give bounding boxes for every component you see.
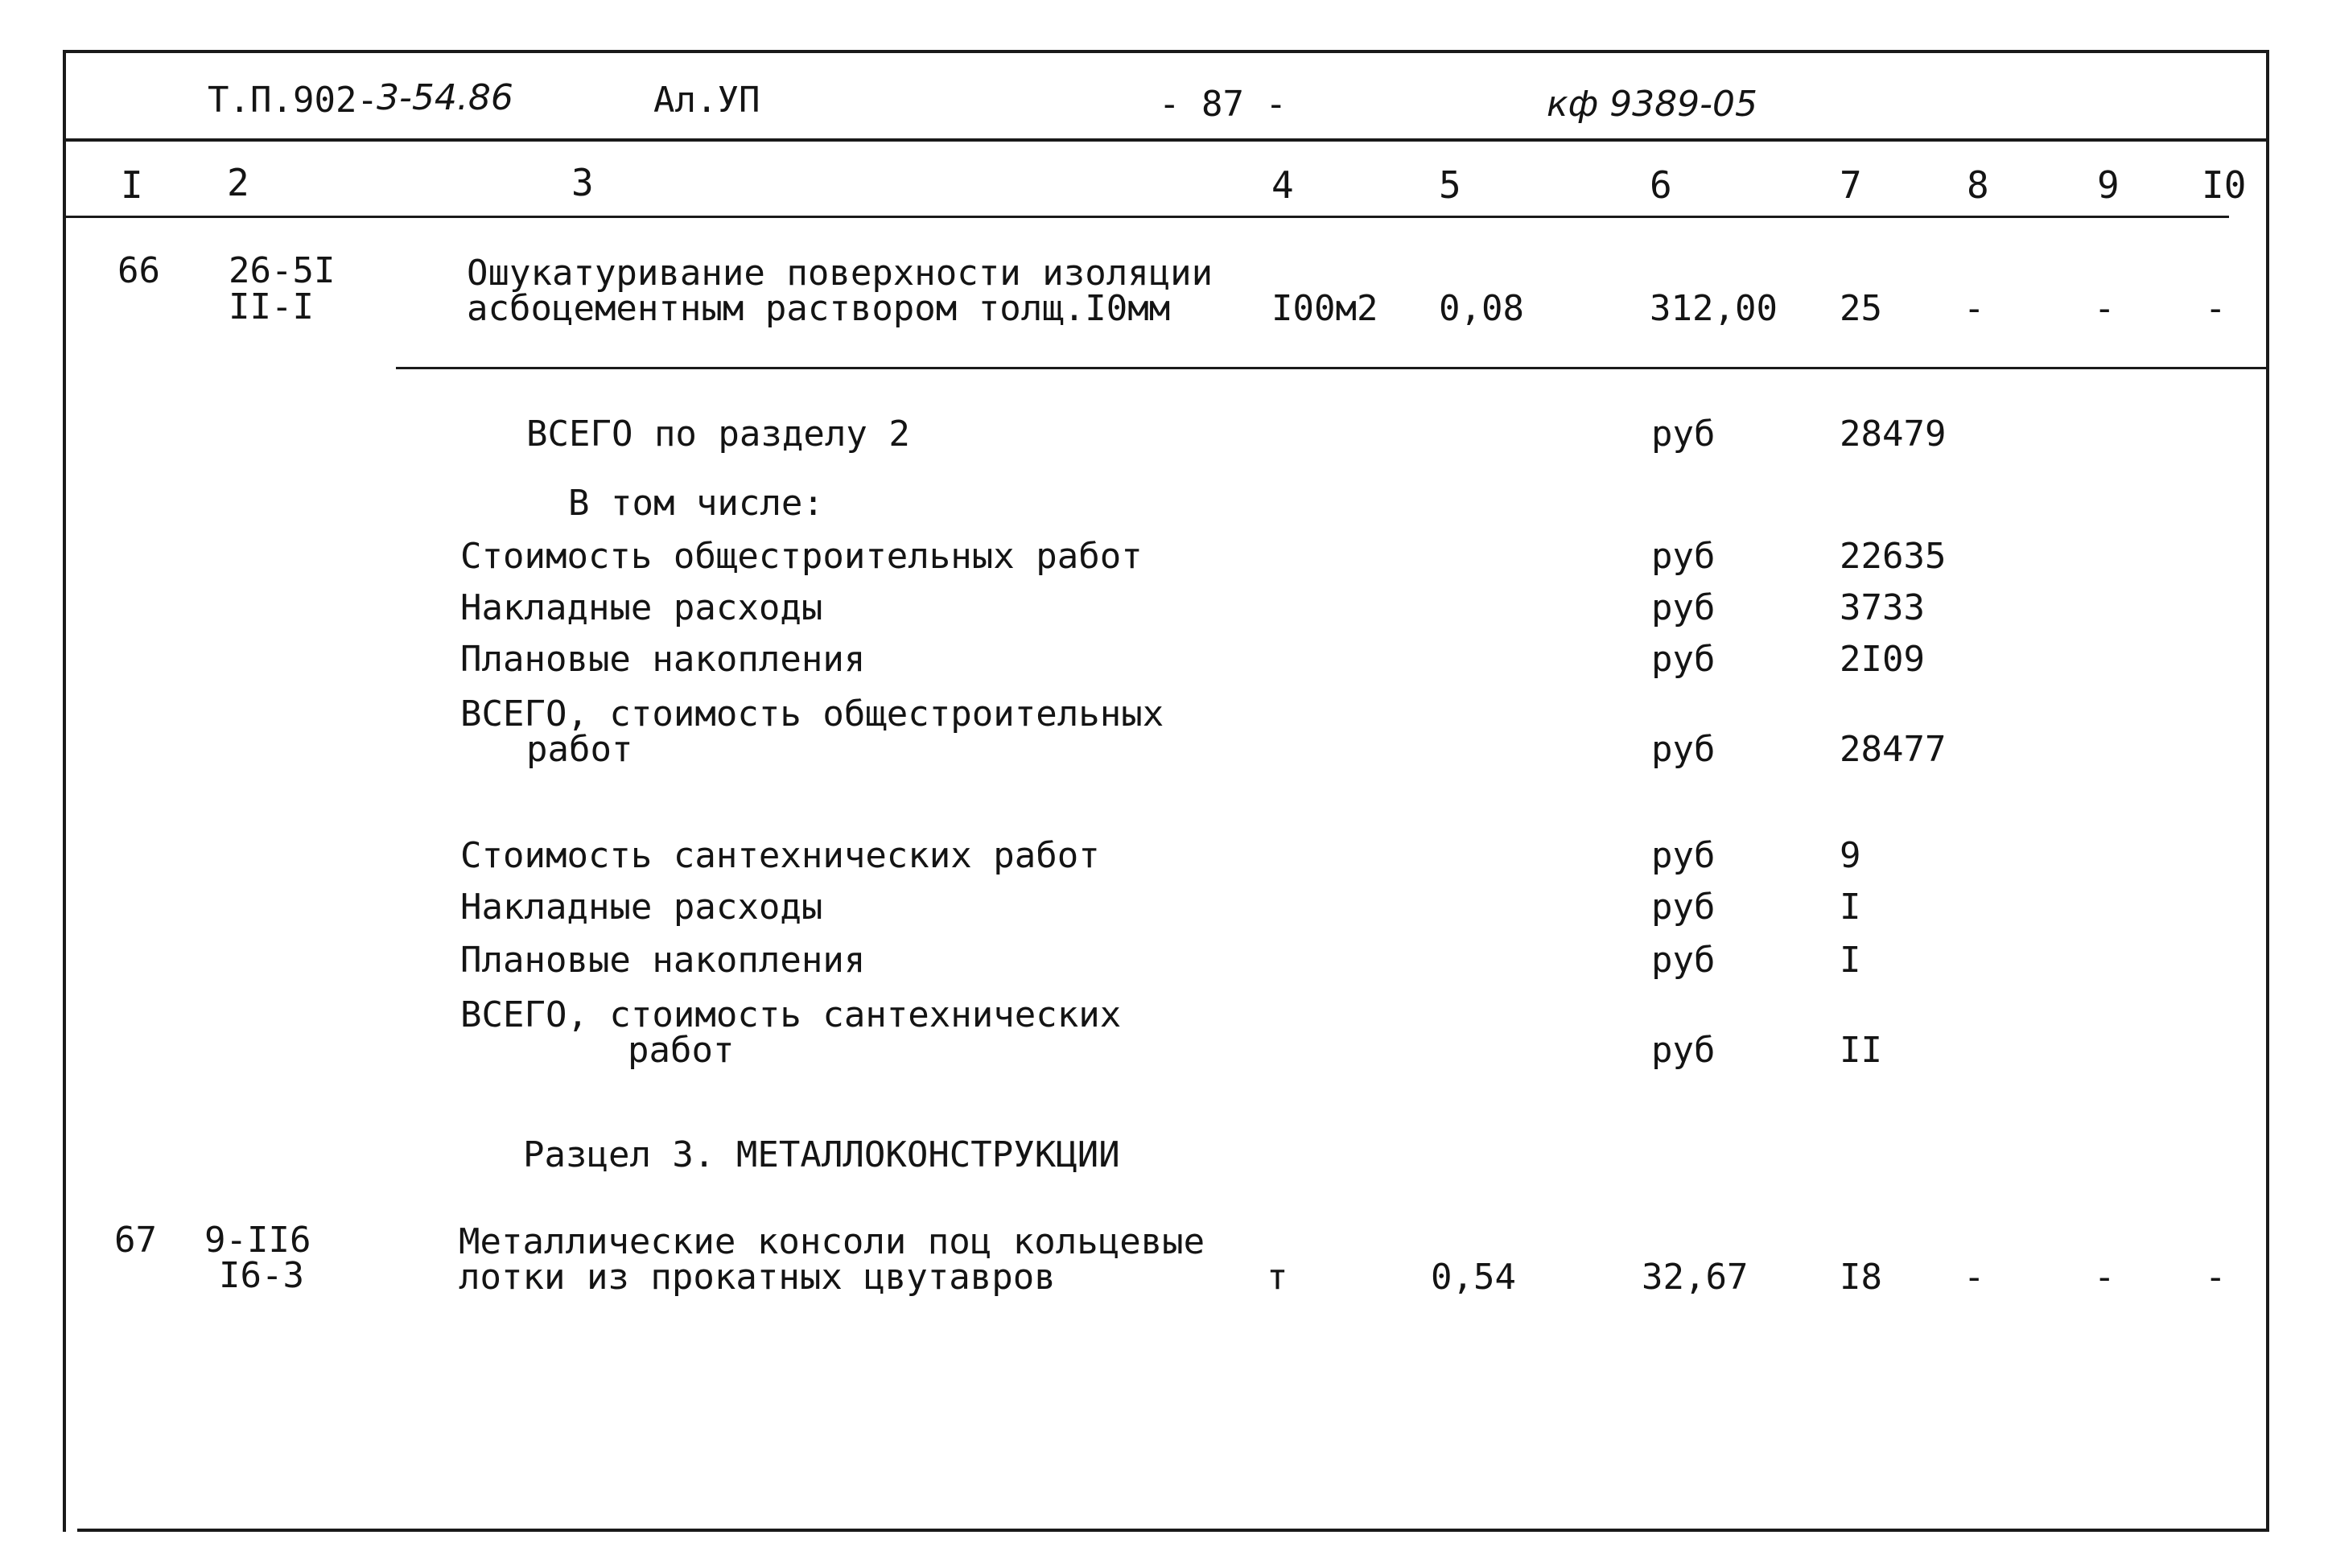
unit: т [1267, 1257, 1288, 1298]
quantity: 0,54 [1431, 1257, 1516, 1298]
planned-2-label: Плановые накопления [460, 940, 866, 981]
column-number-8: 8 [1967, 163, 1989, 207]
doc-code-prefix: Т.П.902- [208, 80, 378, 121]
unit: I00м2 [1271, 288, 1378, 329]
column-numbers-divider [64, 216, 2229, 218]
general-cost-label: Стоимость общестроительных работ [460, 536, 1143, 577]
general-cost-unit: руб [1651, 536, 1716, 577]
total-plumbing-label-line-1: ВСЕГО, стоимость сантехнических [460, 994, 1122, 1035]
plumbing-cost-value: 9 [1840, 835, 1861, 876]
total-general-label-line-2: работ [526, 729, 633, 770]
column-number-1: I [121, 163, 143, 207]
work-description-line-1: Металлические консоли поц кольцевые [459, 1221, 1205, 1262]
column-number-2: 2 [227, 161, 249, 204]
overhead-1-label: Накладные расходы [460, 587, 823, 628]
overhead-2-value: I [1840, 887, 1861, 928]
total-general-label-line-1: ВСЕГО, стоимость общестроительных [460, 693, 1164, 735]
total-general-unit: руб [1651, 729, 1716, 770]
frame-left-border [63, 50, 66, 1532]
overhead-2-unit: руб [1651, 887, 1716, 928]
frame-right-border [2266, 50, 2269, 1532]
header-divider [64, 138, 2268, 142]
frame-top-border [63, 50, 2269, 53]
total-plumbing-label-line-2: работ [628, 1030, 735, 1071]
overhead-1-unit: руб [1651, 587, 1716, 628]
total-general-value: 28477 [1840, 729, 1947, 770]
column-10-dash: - [2205, 1257, 2227, 1298]
work-description-line-1: Ошукатуривание поверхности изоляции [467, 253, 1213, 294]
work-description-line-2: лотки из прокатных цвутавров [459, 1257, 1056, 1298]
unit-price: 312,00 [1650, 288, 1778, 329]
planned-2-unit: руб [1651, 940, 1716, 981]
planned-1-value: 2I09 [1840, 639, 1925, 680]
column-number-10: I0 [2202, 163, 2247, 207]
column-10-dash: - [2205, 288, 2227, 329]
column-number-3: 3 [571, 161, 594, 204]
general-cost-value: 22635 [1840, 536, 1947, 577]
unit-price: 32,67 [1642, 1257, 1749, 1298]
section-3-title: Разцел 3. МЕТАЛЛОКОНСТРУКЦИИ [523, 1134, 1120, 1175]
planned-1-unit: руб [1651, 639, 1716, 680]
plumbing-cost-unit: руб [1651, 835, 1716, 876]
total-plumbing-unit: руб [1651, 1030, 1716, 1071]
column-9-dash: - [2094, 288, 2116, 329]
column-number-6: 6 [1650, 163, 1672, 207]
column-number-5: 5 [1439, 163, 1461, 207]
planned-1-label: Плановые накопления [460, 639, 866, 680]
rate-code: 9-II6 [204, 1220, 311, 1261]
including-label: В том числе: [568, 483, 824, 524]
total-cost: I8 [1840, 1257, 1882, 1298]
total-section-value: 28479 [1840, 414, 1947, 455]
column-number-9: 9 [2097, 163, 2120, 207]
total-section-label: ВСЕГО по разделу 2 [526, 414, 910, 455]
column-number-4: 4 [1271, 163, 1294, 207]
row-66-divider [396, 367, 2268, 369]
total-section-unit: руб [1651, 414, 1716, 455]
column-9-dash: - [2094, 1257, 2116, 1298]
page-number: - 87 - [1159, 84, 1287, 125]
rate-code-sub: I6-3 [219, 1255, 304, 1296]
archive-stamp: кф 9389-05 [1547, 84, 1758, 125]
plumbing-cost-label: Стоимость сантехнических работ [460, 835, 1100, 876]
column-8-dash: - [1963, 288, 1985, 329]
total-plumbing-value: II [1840, 1030, 1882, 1071]
work-description-line-2: асбоцементным раствором толщ.I0мм [467, 288, 1171, 329]
frame-bottom-border [77, 1529, 2269, 1532]
overhead-1-value: 3733 [1840, 587, 1925, 628]
column-8-dash: - [1963, 1257, 1985, 1298]
row-number: 67 [114, 1220, 157, 1261]
rate-code-sub: II-I [229, 286, 314, 327]
quantity: 0,08 [1439, 288, 1524, 329]
overhead-2-label: Накладные расходы [460, 887, 823, 928]
total-cost: 25 [1840, 288, 1882, 329]
planned-2-value: I [1840, 940, 1861, 981]
rate-code: 26-5I [229, 250, 336, 291]
row-number: 66 [117, 250, 160, 291]
doc-code-handwritten: 3-54.86 [377, 77, 513, 118]
column-number-7: 7 [1840, 163, 1862, 207]
album-label: Ал.УП [653, 80, 760, 121]
